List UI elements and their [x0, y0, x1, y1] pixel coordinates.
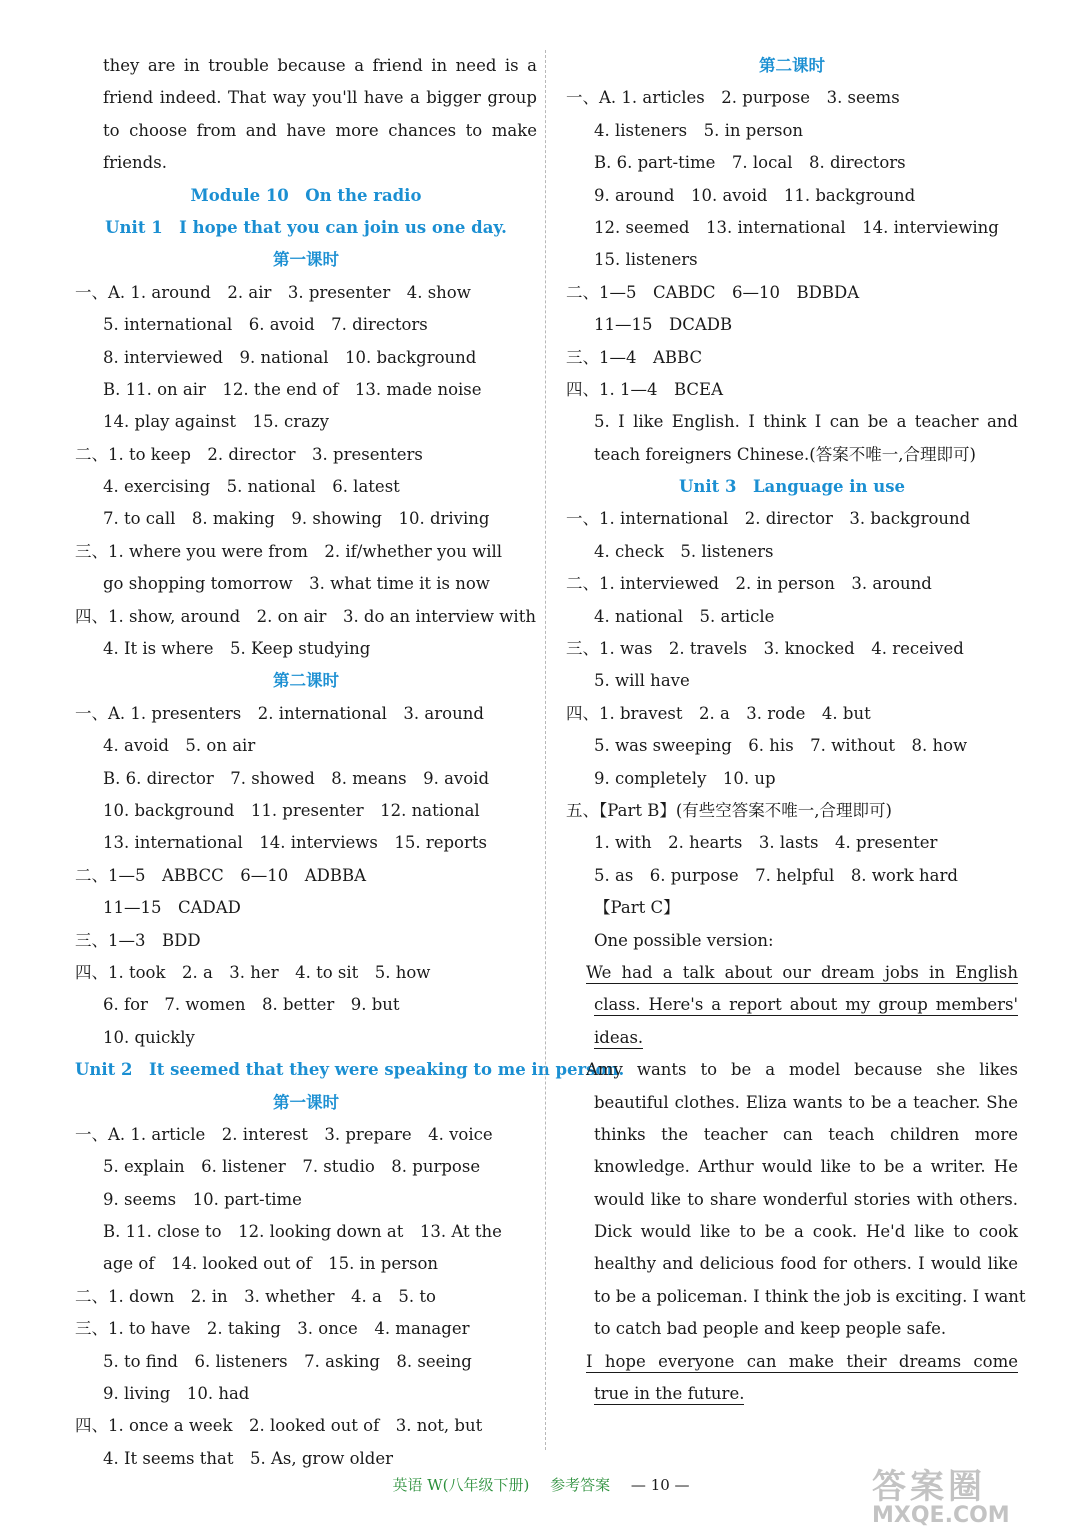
- watermark-url: MXQE.COM: [872, 1503, 1010, 1528]
- left-line-text: 14. play against 15. crazy: [103, 412, 329, 432]
- left-line: [75, 795, 537, 827]
- right-line-text: Dick would like to be a cook. He'd like to cook: [594, 1222, 1018, 1242]
- right-line: [566, 1216, 1018, 1248]
- right-line: [566, 536, 1018, 568]
- left-line: [75, 1184, 537, 1216]
- right-line-text: 5. I like English. I think I can be a teacher and: [594, 412, 1018, 432]
- left-line-text: 四、1. once a week 2. looked out of 3. not, but: [75, 1416, 483, 1436]
- left-line: [75, 471, 537, 503]
- right-line: [566, 698, 1018, 730]
- left-line: [75, 1281, 537, 1313]
- left-line-text: friend indeed. That way you'll have a bigger group: [103, 88, 537, 108]
- right-line-text: 二、1—5 CABDC 6—10 BDBDA: [566, 282, 860, 302]
- right-line: [566, 503, 1018, 535]
- left-line-text: 三、1—3 BDD: [75, 930, 201, 950]
- right-line: [566, 342, 1018, 374]
- left-line-text: 9. seems 10. part-time: [103, 1189, 302, 1209]
- right-line-text: Amy wants to be a model because she likes: [586, 1060, 1018, 1080]
- left-line: [75, 1346, 537, 1378]
- left-line-text: 9. living 10. had: [103, 1384, 250, 1404]
- left-line: [75, 1216, 537, 1248]
- right-line: [566, 1281, 1026, 1313]
- left-line-text: 5. international 6. avoid 7. directors: [103, 315, 428, 335]
- right-line-text: 4. national 5. article: [594, 606, 775, 626]
- left-line: [75, 277, 537, 309]
- column-divider: [545, 50, 546, 1450]
- left-line: [75, 1119, 537, 1151]
- right-line-text: 二、1. interviewed 2. in person 3. around: [566, 574, 932, 594]
- left-line: [75, 989, 537, 1021]
- left-line: [75, 730, 537, 762]
- left-line-text: B. 11. close to 12. looking down at 13. At the: [103, 1222, 502, 1242]
- right-line: [566, 827, 1018, 859]
- left-line-text: 11—15 CADAD: [103, 898, 241, 918]
- left-line: [75, 1378, 537, 1410]
- left-line: [75, 763, 537, 795]
- right-line-text: class. Here's a report about my group members': [594, 995, 1018, 1015]
- right-line: [566, 1087, 1018, 1119]
- left-line-text: 一、A. 1. around 2. air 3. presenter 4. show: [75, 282, 471, 302]
- left-line-text: 四、1. show, around 2. on air 3. do an interview with: [75, 606, 536, 626]
- left-line-text: to choose from and have more chances to make: [103, 120, 537, 140]
- left-line: [75, 82, 537, 114]
- footer-section: 参考答案: [550, 1476, 611, 1494]
- right-line-text: 四、1. bravest 2. a 3. rode 4. but: [566, 703, 871, 723]
- left-line-text: 三、1. to have 2. taking 3. once 4. manager: [75, 1319, 470, 1339]
- right-line: [566, 989, 1018, 1021]
- left-line: [75, 698, 537, 730]
- left-line: [75, 536, 537, 568]
- right-line: [566, 763, 1018, 795]
- left-line: [75, 1443, 537, 1475]
- right-line-text: 9. around 10. avoid 11. background: [594, 185, 916, 205]
- right-line-text: I hope everyone can make their dreams come: [586, 1351, 1018, 1371]
- right-line-text: 【Part C】: [594, 898, 680, 918]
- right-line-text: 三、1. was 2. travels 3. knocked 4. received: [566, 639, 964, 659]
- left-line-text: 4. It is where 5. Keep studying: [103, 639, 371, 659]
- right-line-text: ideas.: [594, 1027, 644, 1047]
- right-line-text: 12. seemed 13. international 14. interviewing: [594, 217, 999, 237]
- right-line: [566, 860, 1018, 892]
- right-line-text: to be a policeman. I think the job is exciting. I want: [594, 1286, 1026, 1306]
- left-line: [75, 180, 537, 212]
- left-line: [75, 1151, 537, 1183]
- right-line-text: One possible version:: [594, 930, 774, 950]
- left-line: [75, 1054, 625, 1086]
- right-line-text: 4. listeners 5. in person: [594, 120, 804, 140]
- left-line: [75, 925, 537, 957]
- right-line: [566, 439, 1018, 471]
- right-line: [566, 957, 1018, 989]
- left-line-text: age of 14. looked out of 15. in person: [103, 1254, 439, 1274]
- left-line-text: 一、A. 1. article 2. interest 3. prepare 4. voice: [75, 1124, 493, 1144]
- left-line-text: 8. interviewed 9. national 10. background: [103, 347, 477, 367]
- left-line: [75, 115, 537, 147]
- right-line: [566, 1054, 1018, 1086]
- left-line-text: B. 6. director 7. showed 8. means 9. avoid: [103, 768, 490, 788]
- watermark-text: 答案圈: [872, 1467, 986, 1507]
- right-column: [566, 50, 1026, 1410]
- right-line: [566, 309, 1018, 341]
- left-line-text: 10. background 11. presenter 12. national: [103, 800, 480, 820]
- right-line: [566, 730, 1018, 762]
- right-line: [566, 1184, 1018, 1216]
- right-line: [566, 601, 1018, 633]
- right-line: [566, 1346, 1018, 1378]
- left-line-text: 5. to find 6. listeners 7. asking 8. seeing: [103, 1351, 472, 1371]
- right-line-text: 四、1. 1—4 BCEA: [566, 379, 723, 399]
- right-line: [566, 633, 1018, 665]
- left-line-text: 第一课时: [273, 250, 339, 270]
- right-line: [566, 1151, 1018, 1183]
- left-line-text: 二、1. down 2. in 3. whether 4. a 5. to: [75, 1286, 436, 1306]
- footer-subject: 英语 W(八年级下册): [392, 1476, 530, 1494]
- right-line: [566, 212, 1018, 244]
- right-line-text: would like to share wonderful stories with others.: [594, 1189, 1018, 1209]
- left-line: [75, 1248, 537, 1280]
- left-line: [75, 342, 537, 374]
- left-line-text: Unit 2 It seemed that they were speaking to me in person.: [75, 1060, 625, 1080]
- right-line-text: We had a talk about our dream jobs in English: [586, 962, 1018, 982]
- left-line-text: 7. to call 8. making 9. showing 10. driving: [103, 509, 490, 529]
- right-line: [566, 180, 1018, 212]
- left-line-text: 10. quickly: [103, 1027, 195, 1047]
- left-line: [75, 1087, 537, 1119]
- left-line: [75, 503, 537, 535]
- left-line-text: 三、1. where you were from 2. if/whether you will: [75, 541, 503, 561]
- right-line-text: true in the future.: [594, 1384, 745, 1404]
- right-line-text: B. 6. part-time 7. local 8. directors: [594, 153, 906, 173]
- right-line: [566, 50, 1018, 82]
- right-line: [566, 892, 1018, 924]
- left-line: [75, 244, 537, 276]
- left-line-text: 4. It seems that 5. As, grow older: [103, 1448, 393, 1468]
- left-line: [75, 1022, 537, 1054]
- left-line: [75, 601, 537, 633]
- left-line-text: 一、A. 1. presenters 2. international 3. around: [75, 703, 484, 723]
- right-line: [566, 471, 1018, 503]
- left-line: [75, 374, 537, 406]
- right-line-text: 4. check 5. listeners: [594, 541, 774, 561]
- right-line-text: knowledge. Arthur would like to be a writer. He: [594, 1157, 1018, 1177]
- left-line-text: 13. international 14. interviews 15. reports: [103, 833, 487, 853]
- right-line-text: Unit 3 Language in use: [678, 477, 906, 497]
- right-line-text: teach foreigners Chinese.(答案不唯一,合理即可): [594, 444, 976, 464]
- left-line-text: 4. avoid 5. on air: [103, 736, 256, 756]
- right-line-text: thinks the teacher can teach children more: [594, 1124, 1018, 1144]
- right-line-text: 一、A. 1. articles 2. purpose 3. seems: [566, 88, 900, 108]
- right-line: [566, 82, 1018, 114]
- left-line-text: 5. explain 6. listener 7. studio 8. purpose: [103, 1157, 481, 1177]
- right-line-text: 1. with 2. hearts 3. lasts 4. presenter: [594, 833, 938, 853]
- page-number: — 10 —: [630, 1476, 690, 1494]
- watermark-logo: [872, 1467, 1042, 1530]
- right-line: [566, 795, 1018, 827]
- right-line: [566, 406, 1018, 438]
- right-line-text: 9. completely 10. up: [594, 768, 776, 788]
- left-line-text: 二、1—5 ABBCC 6—10 ADBBA: [75, 865, 367, 885]
- right-line: [566, 147, 1018, 179]
- left-line: [75, 860, 537, 892]
- right-line: [566, 1248, 1018, 1280]
- left-line: [75, 309, 537, 341]
- right-line: [566, 1119, 1018, 1151]
- left-line: [75, 147, 537, 179]
- left-line: [75, 633, 537, 665]
- right-line: [566, 665, 1018, 697]
- left-line: [75, 212, 537, 244]
- left-line: [75, 439, 537, 471]
- right-line-text: 三、1—4 ABBC: [566, 347, 703, 367]
- right-line: [566, 1378, 1018, 1410]
- left-line-text: 第二课时: [273, 671, 339, 691]
- right-line: [566, 374, 1018, 406]
- right-line-text: 5. was sweeping 6. his 7. without 8. how: [594, 736, 968, 756]
- right-line: [566, 115, 1018, 147]
- left-line: [75, 665, 537, 697]
- left-line-text: they are in trouble because a friend in need is a: [103, 56, 537, 75]
- left-line-text: friends.: [103, 153, 167, 173]
- left-line-text: 第一课时: [273, 1092, 339, 1112]
- left-line-text: Module 10 On the radio: [190, 185, 422, 205]
- right-line-text: 一、1. international 2. director 3. background: [566, 509, 971, 529]
- left-line: [75, 406, 537, 438]
- right-line-text: healthy and delicious food for others. I would like: [594, 1254, 1018, 1274]
- left-line-text: 二、1. to keep 2. director 3. presenters: [75, 444, 423, 464]
- left-line: [75, 1410, 537, 1442]
- left-line-text: Unit 1 I hope that you can join us one day.: [105, 217, 507, 237]
- right-line-text: to catch bad people and keep people safe.: [594, 1319, 947, 1339]
- right-line: [566, 244, 1018, 276]
- left-line: [75, 892, 537, 924]
- left-line-text: 6. for 7. women 8. better 9. but: [103, 995, 400, 1015]
- right-line-text: 5. will have: [594, 671, 690, 691]
- right-line: [566, 1022, 1018, 1054]
- right-line-text: 第二课时: [759, 56, 825, 75]
- right-line: [566, 277, 1018, 309]
- right-line: [566, 568, 1018, 600]
- left-line: [75, 1313, 537, 1345]
- left-line: [75, 50, 537, 82]
- right-line-text: 5. as 6. purpose 7. helpful 8. work hard: [594, 865, 958, 885]
- right-line-text: beautiful clothes. Eliza wants to be a teacher. She: [594, 1092, 1018, 1112]
- left-line-text: B. 11. on air 12. the end of 13. made noise: [103, 379, 482, 399]
- left-line-text: go shopping tomorrow 3. what time it is now: [103, 574, 490, 594]
- left-line: [75, 568, 537, 600]
- left-line: [75, 827, 537, 859]
- right-line: [566, 925, 1018, 957]
- right-line-text: 11—15 DCADB: [594, 315, 733, 335]
- right-line: [566, 1313, 1018, 1345]
- right-line-text: 五、【Part B】(有些空答案不唯一,合理即可): [566, 800, 892, 820]
- left-line-text: 四、1. took 2. a 3. her 4. to sit 5. how: [75, 962, 431, 982]
- left-line: [75, 957, 537, 989]
- left-line-text: 4. exercising 5. national 6. latest: [103, 477, 400, 497]
- right-line-text: 15. listeners: [594, 250, 698, 270]
